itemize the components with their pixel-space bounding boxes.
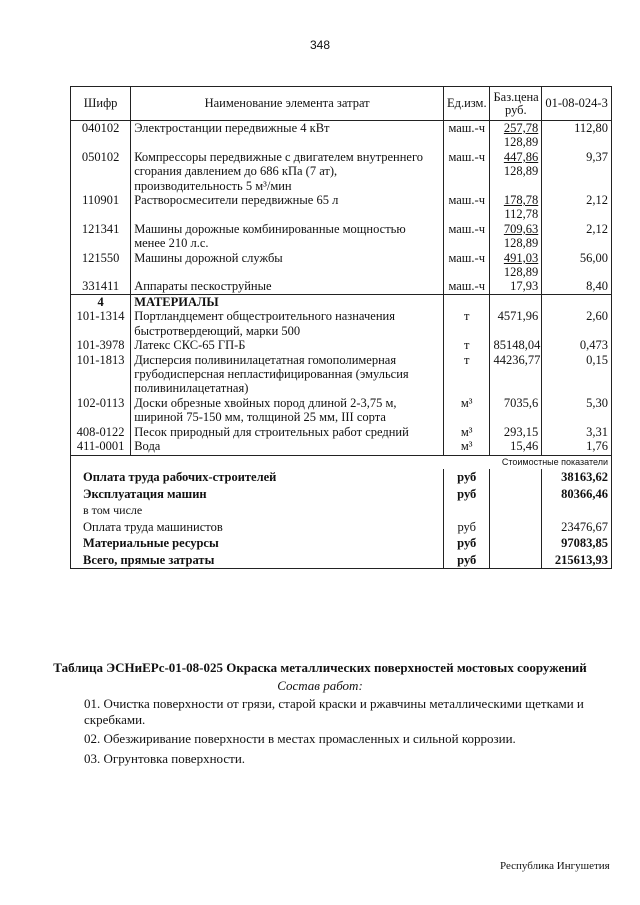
row-price: 293,15 — [490, 425, 542, 439]
header-norm: 01-08-024-3 — [542, 87, 612, 121]
row-qty: 1,76 — [542, 439, 612, 456]
footer-region: Республика Ингушетия — [500, 860, 610, 872]
summary-value: 215613,93 — [542, 552, 612, 569]
estimate-table — [70, 86, 612, 569]
summary-value: 97083,85 — [542, 535, 612, 552]
row-qty: 112,80 — [542, 121, 612, 150]
row-qty: 0,473 — [542, 338, 612, 352]
table-row — [71, 309, 612, 338]
summary-name: Материальные ресурсы — [71, 535, 444, 552]
row-name: Электростанции передвижные 4 кВт — [131, 121, 444, 150]
row-qty: 56,00 — [542, 251, 612, 280]
row-code: 050102 — [71, 150, 131, 193]
indicators-label: Стоимостные показатели — [71, 456, 612, 470]
row-price: 178,78 112,78 — [490, 193, 542, 222]
row-price: 17,93 — [490, 279, 542, 294]
row-unit: маш.-ч — [443, 121, 489, 150]
header-name: Наименование элемента затрат — [131, 87, 444, 121]
row-unit: м³ — [443, 396, 489, 425]
row-qty: 3,31 — [542, 425, 612, 439]
summary-name: Эксплуатация машин — [71, 486, 444, 503]
work-item: 03. Огрунтовка поверхности. — [84, 750, 246, 766]
summary-name: в том числе — [71, 502, 444, 519]
row-name: Доски обрезные хвойных пород длиной 2-3,75 м, шириной 75-150 мм, толщиной 25 мм, III сорта — [131, 396, 444, 425]
row-code: 101-3978 — [71, 338, 131, 352]
row-unit: т — [443, 353, 489, 396]
table-row — [71, 222, 612, 251]
row-name: Песок природный для строительных работ средний — [131, 425, 444, 439]
row-code: 121550 — [71, 251, 131, 280]
indicators-header-row — [71, 456, 612, 470]
table-row — [71, 353, 612, 396]
row-code: 040102 — [71, 121, 131, 150]
row-unit: м³ — [443, 439, 489, 456]
table-row — [71, 396, 612, 425]
row-price: 491,03 128,89 — [490, 251, 542, 280]
row-unit: маш.-ч — [443, 279, 489, 294]
summary-row — [71, 519, 612, 536]
row-unit: т — [443, 338, 489, 352]
table-row — [71, 425, 612, 439]
row-name: Растворосмесители передвижные 65 л — [131, 193, 444, 222]
row-name: Компрессоры передвижные с двигателем внутреннего сгорания давлением до 686 кПа (7 ат), производительность 5 м³/мин — [131, 150, 444, 193]
summary-name: Оплата труда машинистов — [71, 519, 444, 536]
header-price: Баз.цена руб. — [490, 87, 542, 121]
row-price: 257,78 128,89 — [490, 121, 542, 150]
row-code: 331411 — [71, 279, 131, 294]
row-qty: 9,37 — [542, 150, 612, 193]
table-row — [71, 439, 612, 456]
header-unit: Ед.изм. — [443, 87, 489, 121]
table-header-row — [71, 87, 612, 121]
row-code: 102-0113 — [71, 396, 131, 425]
row-price: 85148,04 — [490, 338, 542, 352]
row-price: 7035,6 — [490, 396, 542, 425]
section-title: Таблица ЭСНиЕРс-01-08-025 Окраска металлических поверхностей мостовых сооружений — [53, 660, 587, 675]
row-code: 411-0001 — [71, 439, 131, 456]
row-unit: маш.-ч — [443, 193, 489, 222]
row-qty: 2,12 — [542, 193, 612, 222]
row-code: 408-0122 — [71, 425, 131, 439]
row-unit: маш.-ч — [443, 251, 489, 280]
table-row — [71, 150, 612, 193]
summary-unit: руб — [443, 519, 489, 536]
section-subtitle: Состав работ: — [277, 678, 363, 693]
works-list — [84, 696, 604, 770]
summary-row — [71, 502, 612, 519]
row-unit: м³ — [443, 425, 489, 439]
header-code: Шифр — [71, 87, 131, 121]
row-qty: 0,15 — [542, 353, 612, 396]
row-price: 709,63 128,89 — [490, 222, 542, 251]
row-name: Вода — [131, 439, 444, 456]
summary-value: 38163,62 — [542, 469, 612, 486]
summary-name: Оплата труда рабочих-строителей — [71, 469, 444, 486]
work-item: 02. Обезжиривание поверхности в местах промасленных и сильной коррозии. — [84, 731, 516, 746]
row-name: Портландцемент общестроительного назначения быстротвердеющий, марки 500 — [131, 309, 444, 338]
row-unit: т — [443, 309, 489, 338]
table-row — [71, 193, 612, 222]
row-qty: 8,40 — [542, 279, 612, 294]
row-name: Дисперсия поливинилацетатная гомополимерная грубодисперсная непластифицированная (эмульсия поливинилацетатная) — [131, 353, 444, 396]
summary-unit: руб — [443, 535, 489, 552]
table-row — [71, 279, 612, 294]
page-number: 348 — [309, 38, 331, 52]
summary-row — [71, 469, 612, 486]
section-code: 4 — [71, 294, 131, 309]
row-unit: маш.-ч — [443, 150, 489, 193]
row-code: 101-1813 — [71, 353, 131, 396]
summary-unit: руб — [443, 486, 489, 503]
summary-row — [71, 552, 612, 569]
summary-unit: руб — [443, 469, 489, 486]
summary-unit: руб — [443, 552, 489, 569]
row-code: 121341 — [71, 222, 131, 251]
table-row — [71, 121, 612, 150]
row-name: Машины дорожные комбинированные мощностью менее 210 л.с. — [131, 222, 444, 251]
table-row — [71, 251, 612, 280]
row-qty: 2,60 — [542, 309, 612, 338]
work-item: 01. Очистка поверхности от грязи, старой краски и ржавчины металлическими щетками и скребками. — [84, 696, 584, 727]
row-price: 4571,96 — [490, 309, 542, 338]
section-header-row — [71, 294, 612, 309]
summary-value: 80366,46 — [542, 486, 612, 503]
row-unit: маш.-ч — [443, 222, 489, 251]
row-code: 110901 — [71, 193, 131, 222]
row-name: Аппараты пескоструйные — [131, 279, 444, 294]
summary-value: 23476,67 — [542, 519, 612, 536]
table-row — [71, 338, 612, 352]
row-name: Латекс СКС-65 ГП-Б — [131, 338, 444, 352]
row-price: 15,46 — [490, 439, 542, 456]
row-price: 447,86 128,89 — [490, 150, 542, 193]
row-name: Машины дорожной службы — [131, 251, 444, 280]
section-title: МАТЕРИАЛЫ — [131, 294, 444, 309]
summary-name: Всего, прямые затраты — [71, 552, 444, 569]
summary-row — [71, 535, 612, 552]
row-qty: 5,30 — [542, 396, 612, 425]
row-price: 44236,77 — [490, 353, 542, 396]
row-qty: 2,12 — [542, 222, 612, 251]
summary-row — [71, 486, 612, 503]
row-code: 101-1314 — [71, 309, 131, 338]
